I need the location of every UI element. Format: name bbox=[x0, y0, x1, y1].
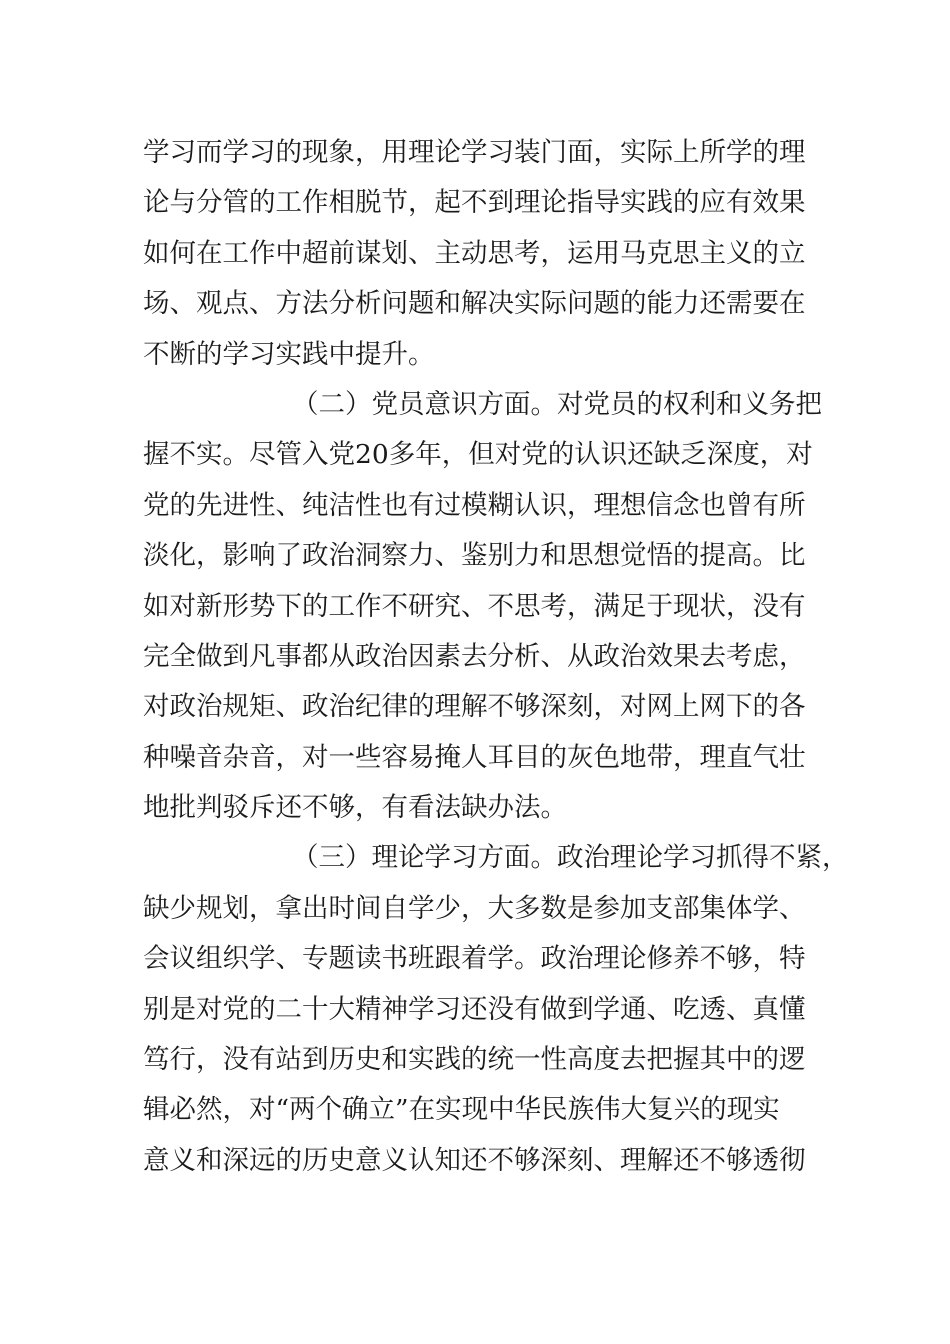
body-text bbox=[143, 128, 849, 1186]
text-line: 种噪音杂音，对一些容易掩人耳目的灰色地带，理直气壮 bbox=[143, 741, 806, 773]
text-line: 辑必然，对“两个确立”在实现中华民族伟大复兴的现实 bbox=[143, 1094, 780, 1126]
text-line: 如对新形势下的工作不研究、不思考，满足于现状，没有 bbox=[143, 590, 806, 622]
text-line: 对政治规矩、政治纪律的理解不够深刻，对网上网下的各 bbox=[143, 691, 806, 723]
text-line: 完全做到凡事都从政治因素去分析、从政治效果去考虑， bbox=[143, 640, 806, 672]
text-line: 握不实。尽管入党20多年，但对党的认识还缺乏深度，对 bbox=[143, 439, 813, 471]
text-line: 意义和深远的历史意义认知还不够深刻、理解还不够透彻 bbox=[143, 1144, 806, 1176]
text-line: 学习而学习的现象，用理论学习装门面，实际上所学的理 bbox=[143, 137, 806, 168]
text-line: 缺少规划，拿出时间自学少，大多数是参加支部集体学、 bbox=[143, 892, 806, 924]
text-line: 如何在工作中超前谋划、主动思考，运用马克思主义的立 bbox=[143, 237, 806, 269]
text-line: 地批判驳斥还不够，有看法缺办法。 bbox=[143, 792, 567, 824]
text-line: 淡化，影响了政治洞察力、鉴别力和思想觉悟的提高。比 bbox=[143, 540, 806, 572]
text-line: 笃行，没有站到历史和实践的统一性高度去把握其中的逻 bbox=[143, 1044, 806, 1076]
text-line: 不断的学习实践中提升。 bbox=[143, 338, 435, 370]
text-line: 论与分管的工作相脱节，起不到理论指导实践的应有效果 bbox=[143, 187, 806, 219]
section-heading-line: （三）理论学习方面。政治理论学习抓得不紧， bbox=[292, 842, 849, 874]
text-line: 场、观点、方法分析问题和解决实际问题的能力还需要在 bbox=[143, 288, 806, 320]
text-line: 党的先进性、纯洁性也有过模糊认识，理想信念也曾有所 bbox=[143, 489, 806, 521]
text-line: 别是对党的二十大精神学习还没有做到学通、吃透、真懂 bbox=[143, 993, 806, 1025]
text-line: 会议组织学、专题读书班跟着学。政治理论修养不够，特 bbox=[143, 943, 806, 975]
section-heading-line: （二）党员意识方面。对党员的权利和义务把 bbox=[292, 388, 822, 420]
